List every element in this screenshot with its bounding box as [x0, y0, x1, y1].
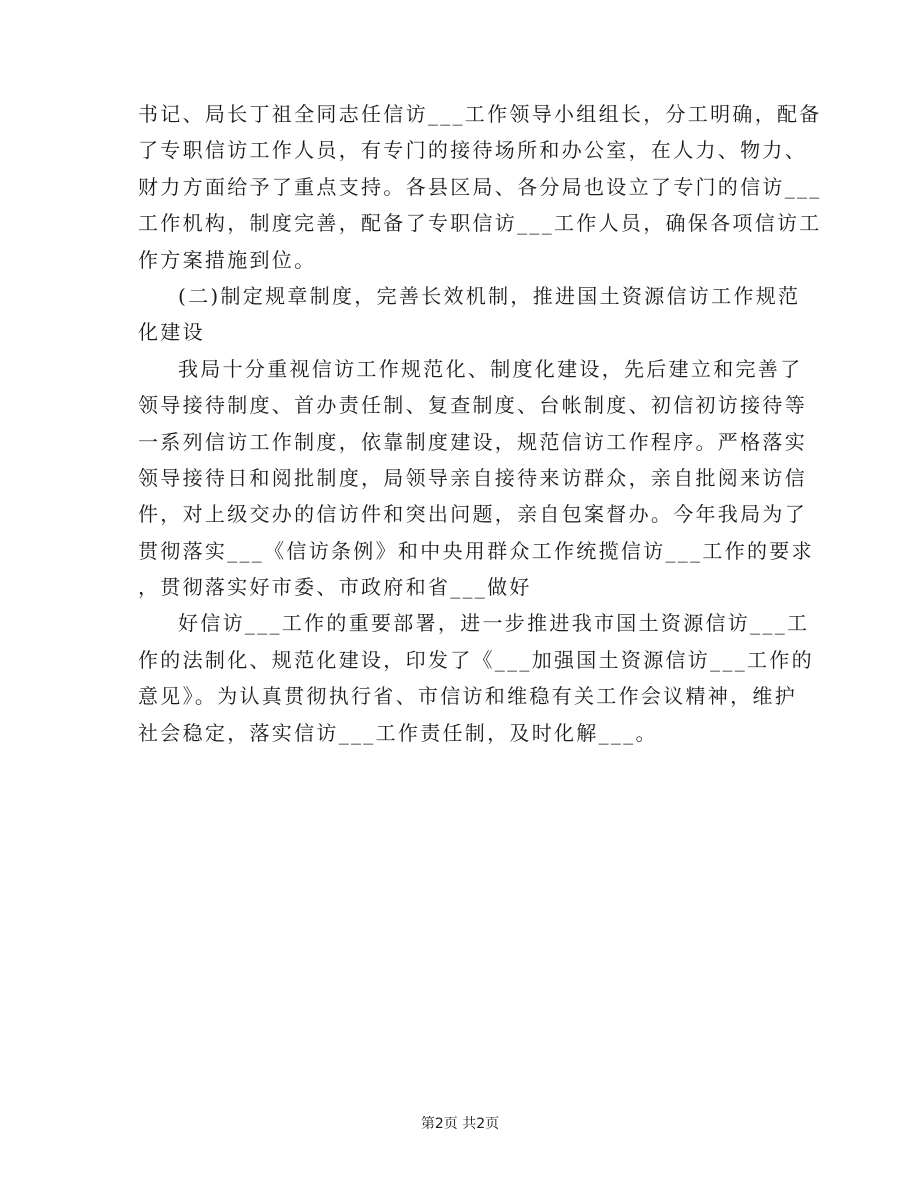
text-line: 财力方面给予了重点支持。各县区局、各分局也设立了专门的信访___ — [138, 174, 822, 199]
text-line: 作方案措施到位。 — [138, 247, 317, 272]
text-line: 意见》。为认真贯彻执行省、市信访和维稳有关工作会议精神，维护 — [138, 684, 797, 709]
text-line: (二)制定规章制度，完善长效机制，推进国土资源信访工作规范 — [178, 283, 801, 308]
text-line: 作的法制化、规范化建设，印发了《___加强国土资源信访___工作的 — [138, 647, 814, 672]
text-line: 件，对上级交办的信访件和突出问题，亲自包案督办。今年我局为了 — [138, 502, 807, 527]
text-line: 了专职信访工作人员，有专门的接待场所和办公室，在人力、物力、 — [138, 138, 807, 163]
document-body — [138, 96, 822, 751]
text-line: 贯彻落实___《信访条例》和中央用群众工作统揽信访___工作的要求 — [138, 538, 814, 563]
text-line: 社会稳定，落实信访___工作责任制，及时化解___。 — [138, 720, 658, 745]
text-line: 领导接待制度、首办责任制、复查制度、台帐制度、初信初访接待等 — [138, 393, 807, 418]
text-line: 好信访___工作的重要部署，进一步推进我市国土资源信访___工 — [178, 611, 810, 636]
text-line: 工作机构，制度完善，配备了专职信访___工作人员，确保各项信访工 — [138, 211, 822, 236]
text-line: 我局十分重视信访工作规范化、制度化建设，先后建立和完善了 — [178, 356, 803, 381]
text-line: 一系列信访工作制度，依靠制度建设，规范信访工作程序。严格落实 — [138, 429, 807, 454]
text-line: ，贯彻落实好市委、市政府和省___做好 — [138, 575, 532, 600]
text-line: 化建设 — [138, 320, 205, 345]
page-footer: 第2页 共2页 — [420, 1116, 500, 1132]
text-line: 领导接待日和阅批制度，局领导亲自接待来访群众，亲自批阅来访信 — [138, 465, 807, 490]
text-line: 书记、局长丁祖全同志任信访___工作领导小组组长，分工明确，配备 — [138, 102, 822, 126]
